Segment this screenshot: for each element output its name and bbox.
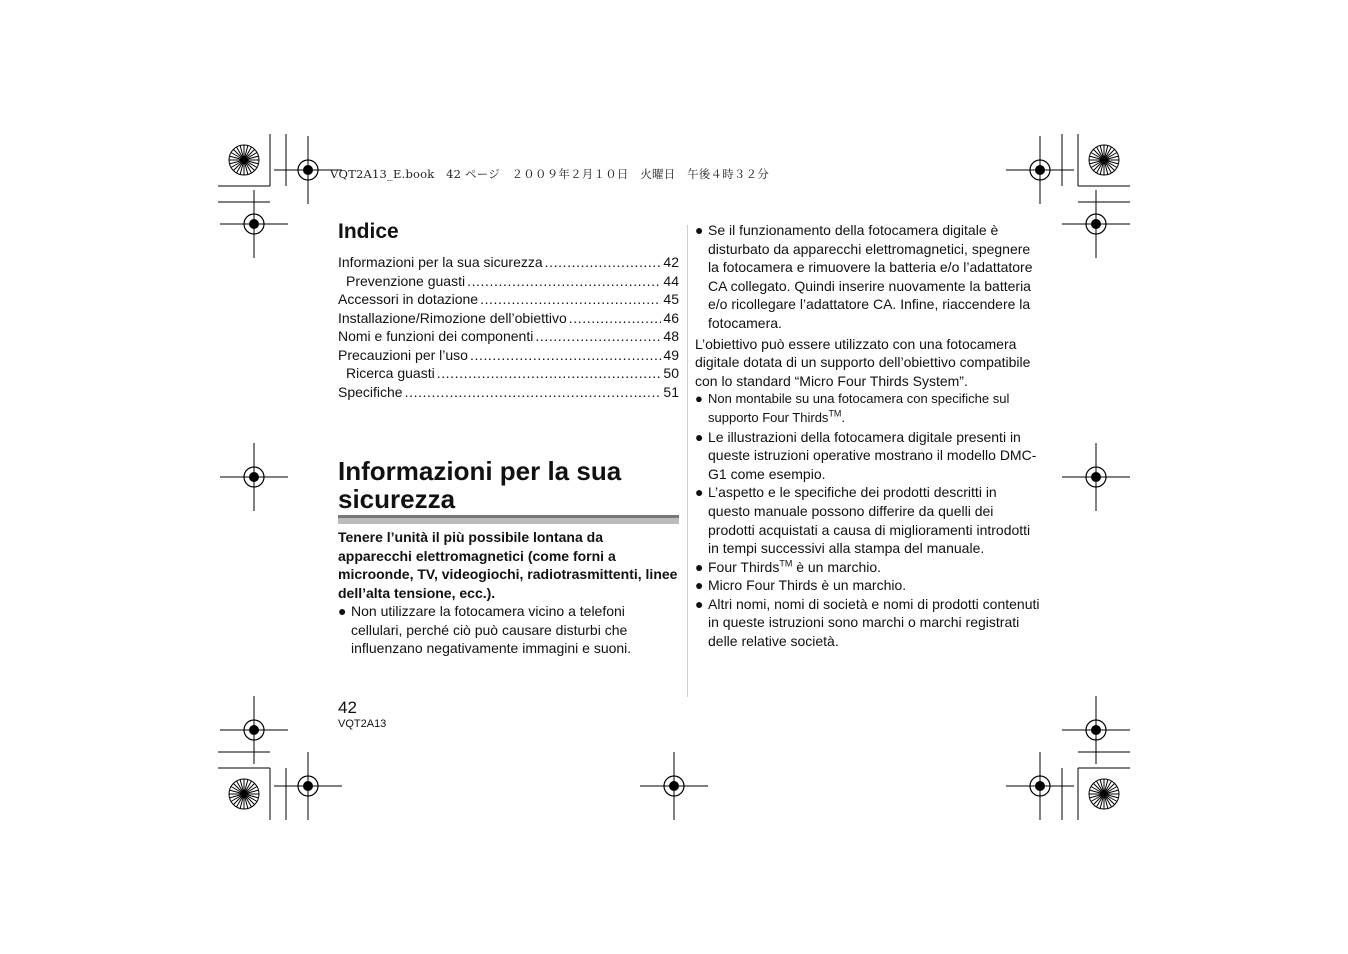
star-target-icon (241, 791, 247, 797)
trademark-sup: TM (828, 408, 842, 419)
registration-mark-icon (1035, 781, 1045, 791)
registration-mark-icon (249, 725, 259, 735)
bullet-icon: ● (695, 484, 704, 501)
list-item: ● Non utilizzare la fotocamera vicino a telefoni cellulari, perché ciò può causare disturbi che influenzano negativamente immagini e suoni. (338, 603, 632, 657)
toc-entry[interactable]: Installazione/Rimozione dell’obiettivo ..... 46 (338, 309, 679, 328)
registration-mark-icon (1091, 219, 1101, 229)
left-column (338, 218, 679, 657)
section-title: Informazioni per la sua sicurezza (338, 456, 622, 514)
toc-entry[interactable]: Ricerca guasti ..... 50 (338, 364, 679, 383)
table-of-contents (338, 253, 679, 401)
bullet-icon: ● (695, 428, 704, 445)
toc-entry[interactable]: Accessori in dotazione ..... 45 (338, 290, 679, 309)
bullet-icon: ● (695, 558, 704, 575)
section-rule (338, 515, 679, 524)
list-item: ● L’aspetto e le specifiche dei prodotti descritti in questo manuale possono differire da quelli dei prodotti acquistati a causa di miglioramenti introdotti in tempi successivi alla stampa del manuale. (695, 484, 1031, 557)
registration-mark-icon (1035, 165, 1045, 175)
registration-mark-icon (249, 472, 259, 482)
print-header-line: VQT2A13_E.book 42 ページ ２００９年２月１０日 火曜日 午後４時３２分 (330, 167, 769, 181)
list-item: ● Non montabile su una fotocamera con specifiche sul supporto Four Thirds™. (695, 390, 1040, 427)
page-number: 42 (338, 698, 357, 717)
toc-entry[interactable]: Prevenzione guasti ..... 44 (338, 272, 679, 291)
star-target-icon (1101, 157, 1107, 163)
column-divider (687, 225, 688, 697)
registration-mark-icon (1091, 472, 1101, 482)
registration-mark-icon (1091, 725, 1101, 735)
registration-mark-icon (303, 165, 313, 175)
trademark-sup: TM (779, 558, 793, 569)
toc-entry[interactable]: Nomi e funzioni dei componenti ..... 48 (338, 327, 679, 346)
toc-entry[interactable]: Informazioni per la sua sicurezza ..... 42 (338, 253, 679, 272)
list-item: ● Se il funzionamento della fotocamera digitale è disturbato da apparecchi elettromagnetici, spegnere la fotocamera e rimuovere la batteria e/o l’adattatore CA collegato. Quindi inserire nuovamente la batteria e/o ricollegare l’adattatore CA. Infine, riaccendere la fotocamera. (695, 222, 1033, 331)
registration-mark-icon (303, 781, 313, 791)
bullet-icon: ● (695, 577, 704, 594)
registration-mark-icon (669, 781, 679, 791)
star-target-icon (241, 157, 247, 163)
bullet-icon: ● (695, 222, 704, 238)
bullet-icon: ● (695, 595, 704, 612)
document-code: VQT2A13 (338, 718, 387, 730)
star-target-icon (1101, 791, 1107, 797)
list-item: ● Altri nomi, nomi di società e nomi di prodotti contenuti in queste istruzioni sono marchi o marchi registrati delle relative società. (695, 595, 1040, 650)
index-title: Indice (338, 220, 399, 243)
registration-mark-icon (249, 219, 259, 229)
bullet-icon: ● (338, 603, 347, 619)
toc-entry[interactable]: Precauzioni per l’uso ..... 49 (338, 346, 679, 365)
right-column (695, 221, 1040, 651)
list-item: ● Le illustrazioni della fotocamera digitale presenti in queste istruzioni operative mostrano il modello DMC-G1 come esempio. (695, 428, 1037, 482)
toc-entry[interactable]: Specifiche ..... 51 (338, 383, 679, 402)
list-item: ● Micro Four Thirds è un marchio. (695, 577, 907, 594)
bullet-icon: ● (695, 391, 703, 407)
safety-intro: Tenere l’unità il più possibile lontana da apparecchi elettromagnetici (come forni a microonde, TV, videogiochi, radiotrasmittenti, linee dell’alta tensione, ecc.). (338, 529, 678, 601)
list-item: ● Four Thirds™ è un marchio. (695, 558, 882, 575)
body-paragraph: L’obiettivo può essere utilizzato con una fotocamera digitale dotata di un supporto dell’obiettivo compatibile con lo standard “Micro Four Thirds System”. (695, 335, 1031, 389)
